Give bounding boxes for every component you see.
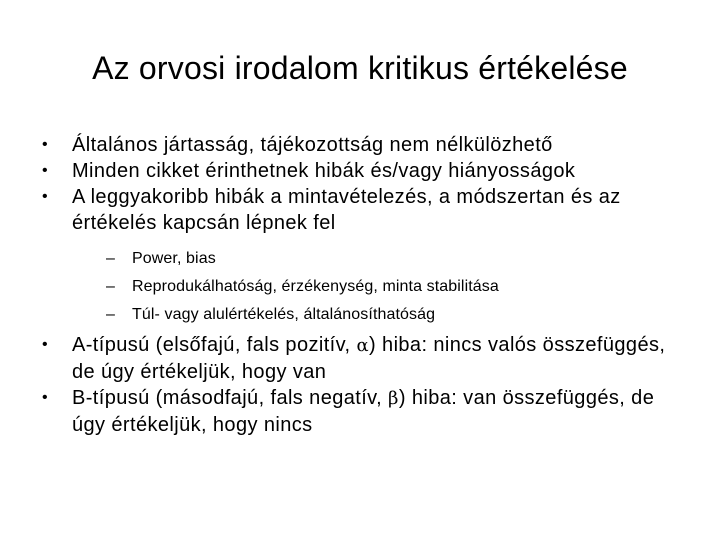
type-a-text-before: A-típusú (elsőfajú, fals pozitív,	[72, 334, 357, 356]
sub-bullet-marker: –	[106, 250, 115, 267]
slide-title: Az orvosi irodalom kritikus értékelése	[92, 50, 628, 86]
bullet-item-type-b-error	[40, 385, 690, 438]
bullet-text	[72, 387, 654, 436]
bullet-list	[40, 132, 690, 438]
bullet-marker: •	[42, 389, 49, 406]
bullet-item-type-a-error	[40, 332, 690, 385]
sub-bullet-item	[72, 276, 690, 297]
bullet-marker: •	[42, 336, 49, 353]
sub-bullet-list	[72, 248, 690, 325]
alpha-symbol: α	[356, 335, 370, 356]
type-a-text-after: ) hiba: nincs valós összefüggés, de úgy értékeljük, hogy van	[72, 334, 666, 383]
sub-bullet-marker: –	[106, 306, 115, 323]
bullet-text: A leggyakoribb hibák a mintavételezés, a módszertan és az értékelés kapcsán lépnek fel	[72, 186, 621, 234]
sub-bullet-text: Túl- vagy alulértékelés, általánosíthatóság	[132, 306, 436, 323]
bullet-text: Minden cikket érinthetnek hibák és/vagy hiányosságok	[72, 160, 576, 182]
type-b-text-after: ) hiba: van összefüggés, de úgy értékeljük, hogy nincs	[72, 387, 655, 436]
bullet-item	[40, 184, 690, 325]
bullet-item	[40, 158, 690, 184]
bullet-text: Általános jártasság, tájékozottság nem nélkülözhető	[72, 134, 553, 156]
beta-symbol: β	[388, 388, 399, 409]
sub-bullet-item	[72, 248, 690, 269]
bullet-marker: •	[42, 136, 49, 153]
bullet-marker: •	[42, 188, 49, 205]
type-b-text-before: B-típusú (másodfajú, fals negatív,	[72, 387, 389, 409]
sub-bullet-text: Power, bias	[132, 250, 216, 267]
sub-bullet-text: Reprodukálhatóság, érzékenység, minta stabilitása	[132, 278, 499, 295]
sub-bullet-item	[72, 304, 690, 325]
bullet-marker: •	[42, 162, 49, 179]
bullet-text	[72, 334, 665, 383]
sub-bullet-marker: –	[106, 278, 115, 295]
bullet-item	[40, 132, 690, 158]
